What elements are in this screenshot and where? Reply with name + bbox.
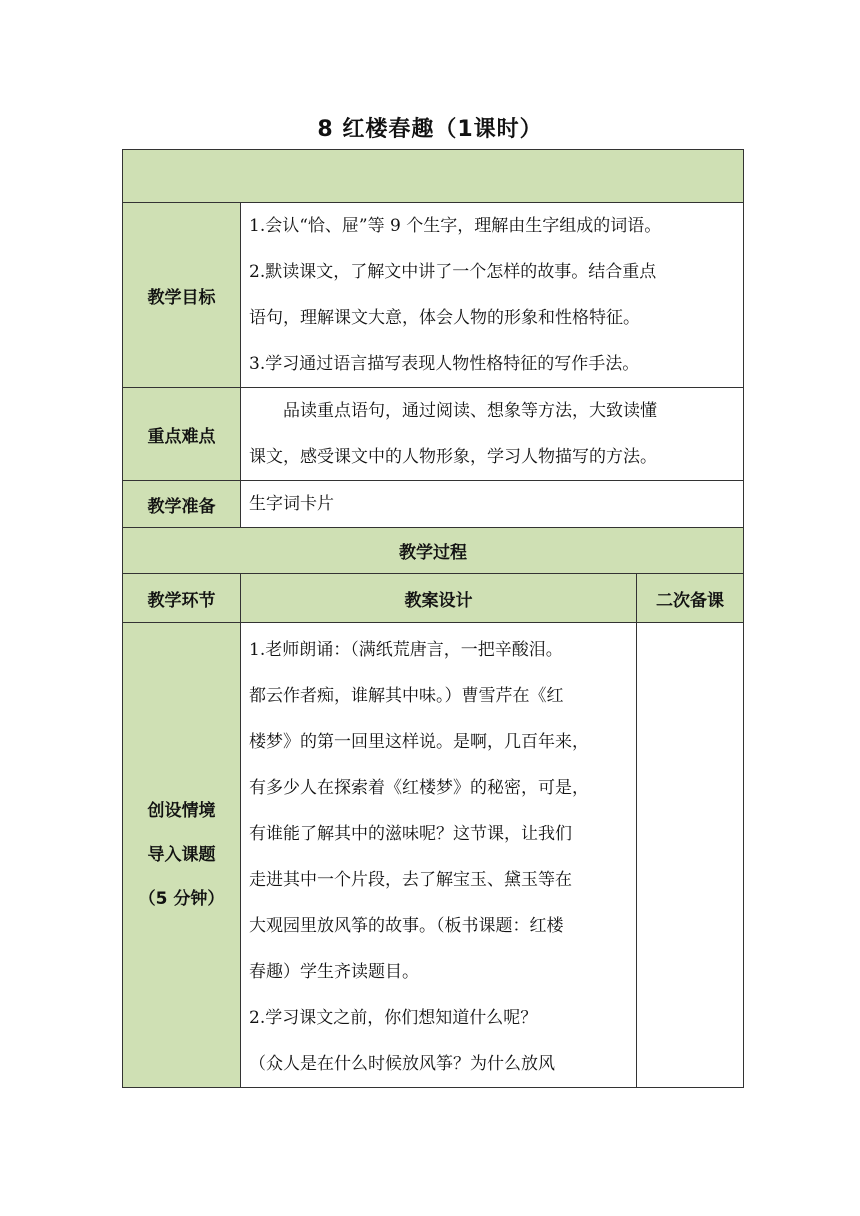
- stage-label-line: 导入课题: [147, 845, 216, 865]
- key-point-line: 课文，感受课文中的人物形象，学习人物描写的方法。: [249, 447, 657, 467]
- design-line: 有谁能了解其中的滋味呢？这节课，让我们: [249, 824, 572, 844]
- preparation-label: 教学准备: [123, 481, 241, 528]
- key-points-label: 重点难点: [123, 388, 241, 481]
- stage-label-line: （5 分钟）: [138, 889, 225, 909]
- design-line: 走进其中一个片段，去了解宝玉、黛玉等在: [249, 870, 572, 890]
- goal-line: 3.学习通过语言描写表现人物性格特征的写作手法。: [249, 354, 640, 374]
- key-point-line: 品读重点语句，通过阅读、想象等方法，大致读懂: [283, 401, 657, 421]
- stage-design-content: [241, 623, 637, 1088]
- goals-row: [123, 203, 744, 388]
- column-header-stage: 教学环节: [123, 574, 241, 623]
- preparation-row: [123, 481, 744, 528]
- process-header-row: [123, 528, 744, 574]
- design-line: 楼梦》的第一回里这样说。是啊，几百年来，: [249, 732, 589, 752]
- design-line: 春趣）学生齐读题目。: [249, 962, 419, 982]
- design-line: 有多少人在探索着《红楼梦》的秘密，可是，: [249, 778, 589, 798]
- lesson-plan-table: [122, 149, 744, 1088]
- design-line: 大观园里放风筝的故事。（板书课题：红楼: [249, 916, 564, 936]
- column-header-design: 教案设计: [241, 574, 637, 623]
- process-header: 教学过程: [123, 528, 744, 574]
- page-title: 8 红楼春趣（1课时）: [317, 117, 543, 142]
- design-line: 1.老师朗诵：（满纸荒唐言，一把辛酸泪。: [249, 640, 563, 660]
- header-band-row: [123, 150, 744, 203]
- key-points-row: [123, 388, 744, 481]
- stage-label: [123, 623, 241, 1088]
- design-line: 都云作者痴，谁解其中味。）曹雪芹在《红: [249, 686, 564, 706]
- stage-notes-cell: [637, 623, 744, 1088]
- preparation-value: 生字词卡片: [241, 481, 744, 528]
- stage-label-line: 创设情境: [147, 801, 216, 821]
- header-band: [123, 150, 744, 203]
- design-line: （众人是在什么时候放风筝？为什么放风: [249, 1054, 555, 1074]
- goals-label: 教学目标: [123, 203, 241, 388]
- goal-line: 语句，理解课文大意，体会人物的形象和性格特征。: [249, 308, 640, 328]
- goal-line: 2.默读课文，了解文中讲了一个怎样的故事。结合重点: [249, 262, 657, 282]
- design-line: 2.学习课文之前，你们想知道什么呢？: [249, 1008, 538, 1028]
- goal-line: 1.会认“恰、屉”等 9 个生字，理解由生字组成的词语。: [249, 216, 662, 236]
- key-points-content: [241, 388, 744, 481]
- column-header-notes: 二次备课: [637, 574, 744, 623]
- column-header-row: [123, 574, 744, 623]
- goals-content: [241, 203, 744, 388]
- stage-row: [123, 623, 744, 1088]
